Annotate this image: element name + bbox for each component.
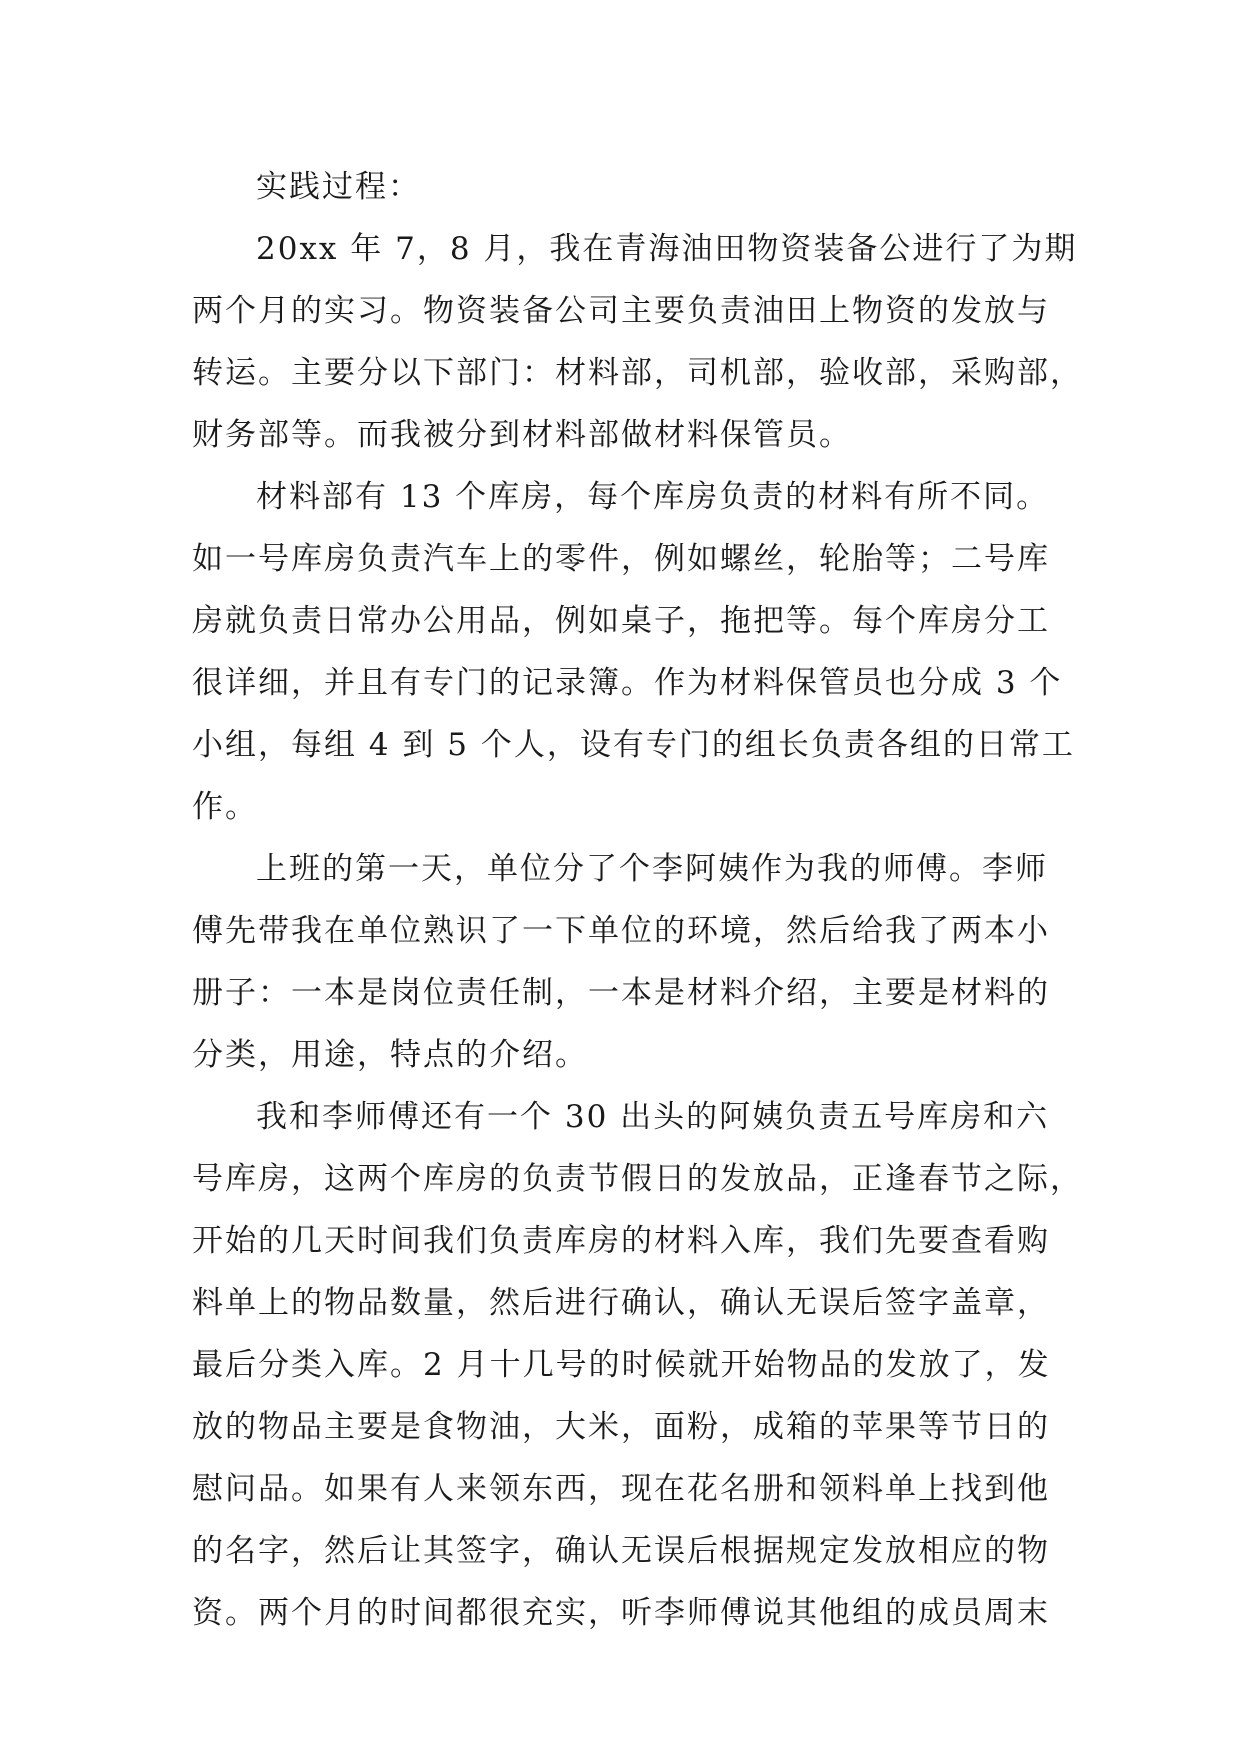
paragraph	[192, 838, 1052, 1086]
text-line: 作。	[192, 789, 258, 825]
text-line: 小组，每组 4 到 5 个人，设有专门的组长负责各组的日常工	[192, 727, 1075, 763]
text-line: 两个月的实习。物资装备公司主要负责油田上物资的发放与	[192, 293, 1050, 329]
paragraph	[192, 466, 1075, 838]
document-page	[192, 156, 1083, 1644]
text-line: 最后分类入库。2 月十几号的时候就开始物品的发放了，发	[192, 1347, 1051, 1383]
text-line: 傅先带我在单位熟识了一下单位的环境，然后给我了两本小	[192, 913, 1050, 949]
text-line: 我和李师傅还有一个 30 出头的阿姨负责五号库房和六	[256, 1099, 1050, 1135]
text-line: 号库房，这两个库房的负责节假日的发放品，正逢春节之际，	[192, 1161, 1083, 1197]
text-line: 很详细，并且有专门的记录簿。作为材料保管员也分成 3 个	[192, 665, 1063, 701]
text-line: 上班的第一天，单位分了个李阿姨作为我的师傅。李师	[256, 851, 1048, 887]
section-heading: 实践过程：	[256, 169, 421, 205]
text-line: 料单上的物品数量，然后进行确认，确认无误后签字盖章，	[192, 1285, 1050, 1321]
text-line: 开始的几天时间我们负责库房的材料入库，我们先要查看购	[192, 1223, 1050, 1259]
text-line: 的名字，然后让其签字，确认无误后根据规定发放相应的物	[192, 1533, 1050, 1569]
text-line: 房就负责日常办公用品，例如桌子，拖把等。每个库房分工	[192, 603, 1050, 639]
text-line: 慰问品。如果有人来领东西，现在花名册和领料单上找到他	[192, 1471, 1050, 1507]
text-line: 如一号库房负责汽车上的零件，例如螺丝，轮胎等；二号库	[192, 541, 1050, 577]
paragraph	[192, 218, 1083, 466]
paragraph	[192, 1086, 1083, 1644]
text-line: 分类，用途，特点的介绍。	[192, 1037, 588, 1073]
text-line: 转运。主要分以下部门：材料部，司机部，验收部，采购部，	[192, 355, 1083, 391]
text-line: 册子：一本是岗位责任制，一本是材料介绍，主要是材料的	[192, 975, 1050, 1011]
text-line: 资。两个月的时间都很充实，听李师傅说其他组的成员周末	[192, 1595, 1050, 1631]
text-line: 材料部有 13 个库房，每个库房负责的材料有所不同。	[256, 479, 1050, 515]
text-line: 20xx 年 7，8 月，我在青海油田物资装备公进行了为期	[256, 231, 1078, 267]
text-line: 财务部等。而我被分到材料部做材料保管员。	[192, 417, 852, 453]
text-line: 放的物品主要是食物油，大米，面粉，成箱的苹果等节日的	[192, 1409, 1050, 1445]
